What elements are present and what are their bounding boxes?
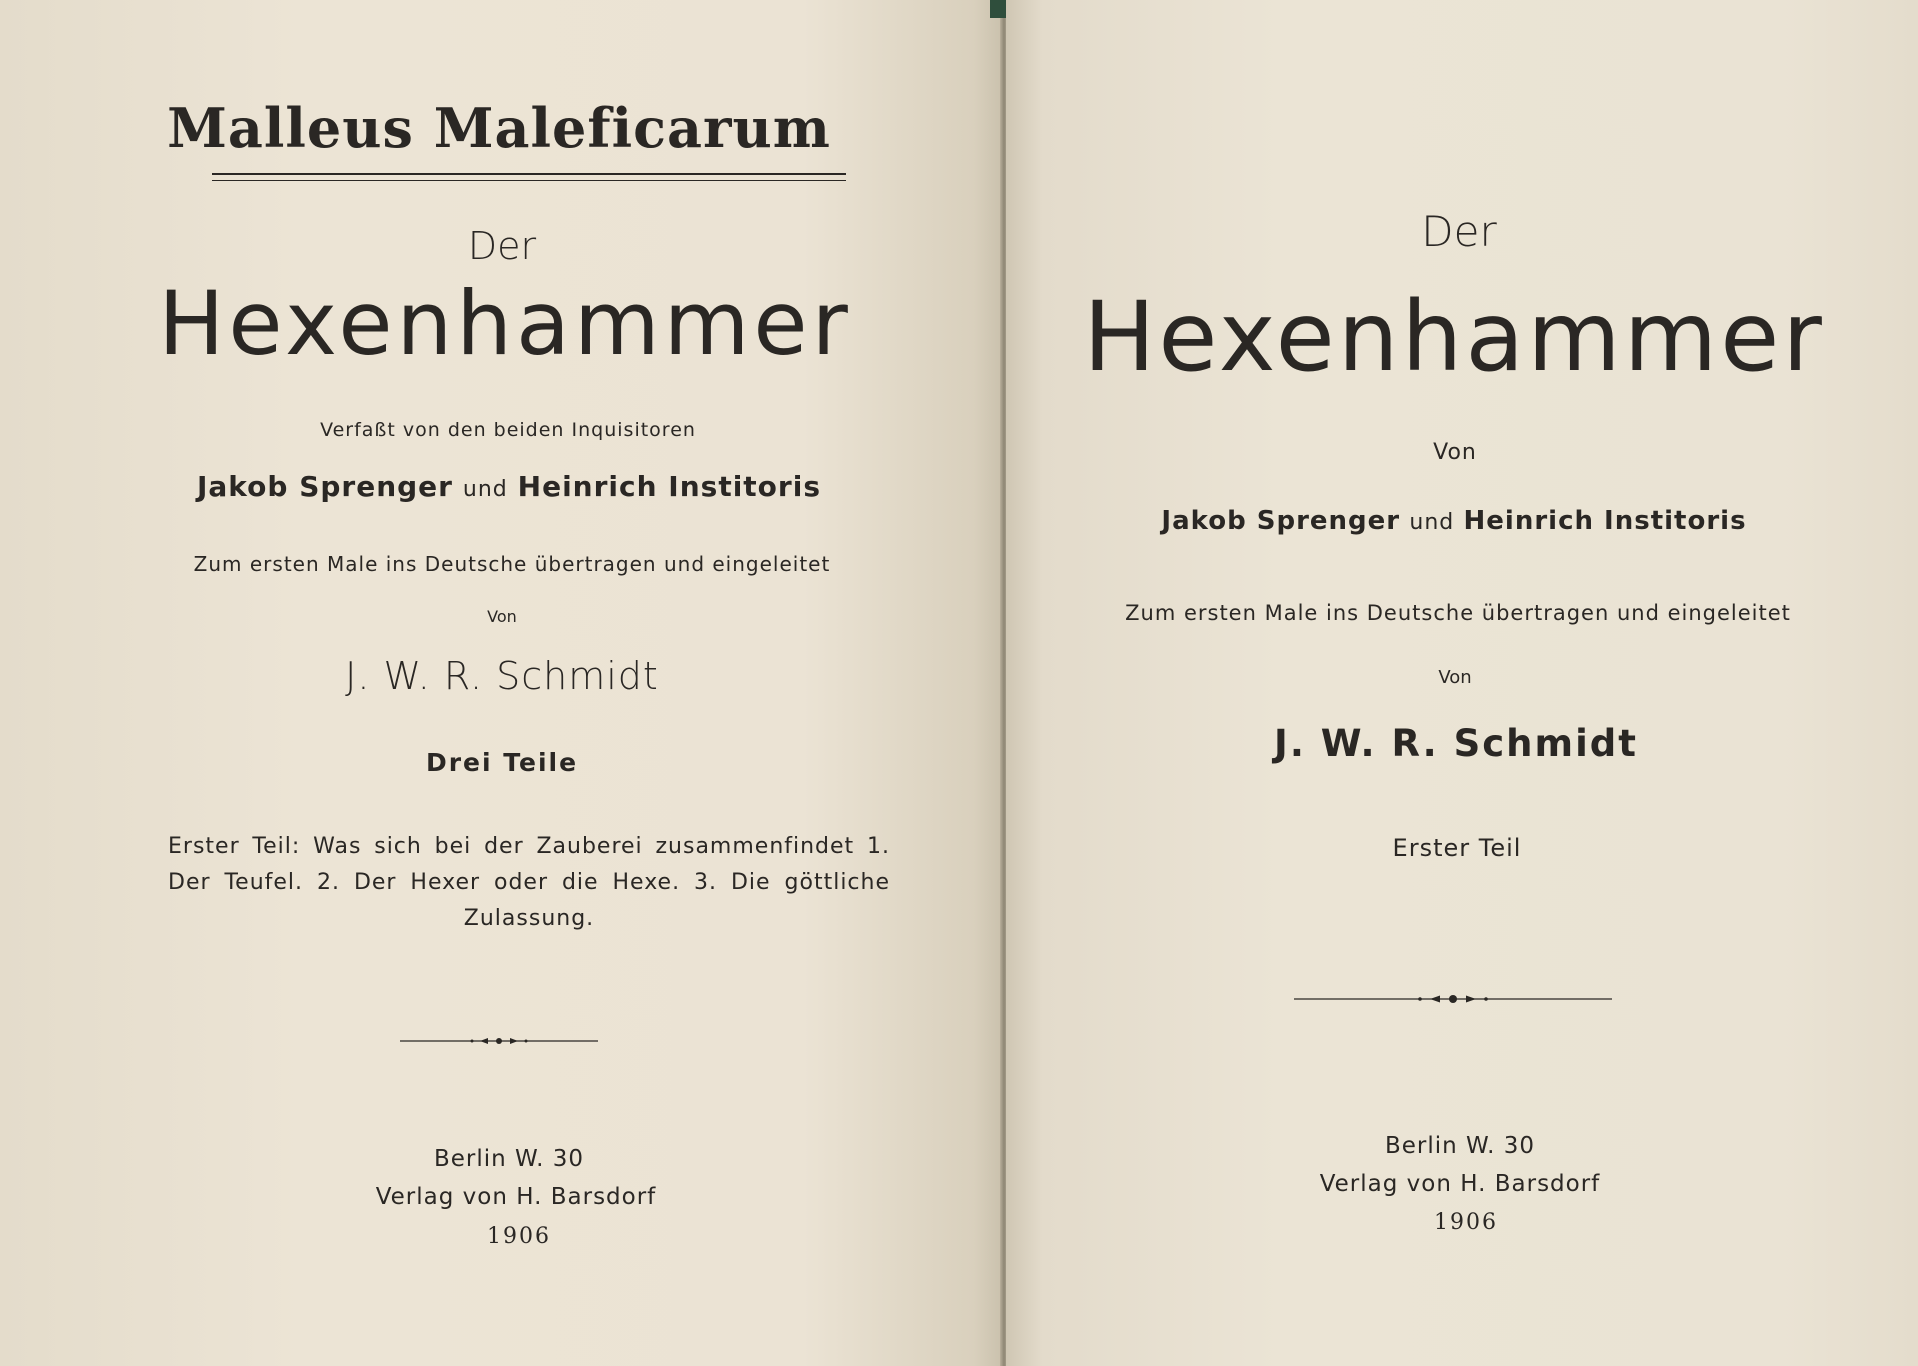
by-label: Von: [487, 607, 517, 626]
authors-line: [14, 470, 1004, 503]
by-label: Von: [1438, 667, 1472, 688]
author-joiner: und: [1409, 510, 1455, 535]
part-description: Erster Teil: Was sich bei der Zauberei zusammenfindet 1. Der Teufel. 2. Der Hexer oder die Hexe. 3. Die göttliche Zulassung.: [168, 834, 890, 931]
ornament-divider: [1294, 993, 1612, 1005]
book-title: Hexenhammer: [1083, 281, 1825, 393]
author-joiner: und: [462, 477, 508, 502]
right-title-page: [1006, 0, 1918, 1366]
title-article: Der: [1421, 207, 1497, 256]
parts-label: Drei Teile: [425, 748, 579, 777]
imprint-year: 1906: [1434, 1210, 1498, 1235]
imprint-city: Berlin W. 30: [433, 1146, 585, 1172]
imprint-city: Berlin W. 30: [1384, 1133, 1536, 1159]
author-institoris: Heinrich Institoris: [517, 470, 821, 503]
title-article: Der: [467, 224, 537, 268]
by-label-top: Von: [1433, 440, 1477, 465]
author-sprenger: Jakob Sprenger: [196, 470, 453, 503]
subtitle: Verfaßt von den beiden Inquisitoren: [320, 419, 696, 441]
translation-note: Zum ersten Male ins Deutsche übertragen und eingeleitet: [193, 552, 831, 576]
author-institoris: Heinrich Institoris: [1463, 506, 1747, 536]
imprint-year: 1906: [487, 1224, 551, 1249]
book-title: Hexenhammer: [158, 272, 852, 375]
ornament-divider: [400, 1035, 598, 1047]
authors-line: [990, 506, 1918, 536]
imprint-publisher: Verlag von H. Barsdorf: [1319, 1171, 1601, 1197]
volume-label: Erster Teil: [1392, 834, 1522, 862]
imprint-publisher: Verlag von H. Barsdorf: [375, 1184, 657, 1210]
translator-name: J. W. R. Schmidt: [345, 654, 659, 698]
author-sprenger: Jakob Sprenger: [1161, 506, 1401, 536]
translation-note: Zum ersten Male ins Deutsche übertragen und eingeleitet: [1125, 601, 1791, 625]
translator-name: J. W. R. Schmidt: [1274, 722, 1638, 765]
series-title-underline: [212, 173, 846, 181]
series-title: Malleus Maleficarum: [167, 96, 831, 160]
